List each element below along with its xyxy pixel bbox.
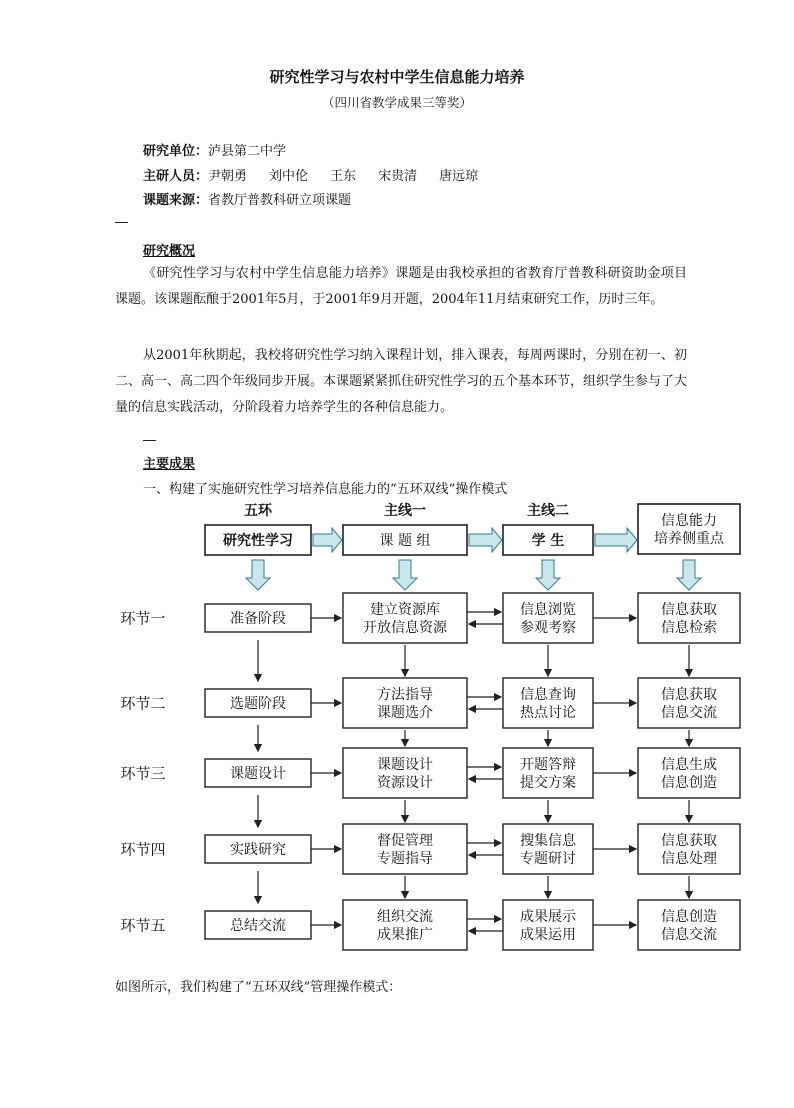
research-unit-line xyxy=(143,140,286,159)
group-box-label: 专题指导 xyxy=(377,851,433,868)
document-title: 研究性学习与农村中学生信息能力培养 xyxy=(269,68,525,86)
block-arrow-right xyxy=(595,528,637,552)
student-box-label: 搜集信息 xyxy=(520,832,576,849)
group-box-label: 督促管理 xyxy=(377,832,433,849)
stage-box-label: 实践研究 xyxy=(230,842,286,859)
focus-box-label: 信息获取 xyxy=(661,601,717,618)
section-heading-results: 主要成果 xyxy=(143,457,196,472)
closing-sentence: 如图所示，我们构建了“五环双线”管理操作模式： xyxy=(115,980,402,995)
focus-box-label: 信息检索 xyxy=(661,620,717,637)
student-box-label: 成果展示 xyxy=(520,908,576,925)
researcher-name: 宋贵清 xyxy=(378,169,418,184)
document-subtitle: （四川省教学成果三等奖） xyxy=(321,95,472,110)
focus-box-label: 信息处理 xyxy=(661,851,717,868)
stage-label: 环节一 xyxy=(120,609,166,628)
focus-box-label: 信息创造 xyxy=(661,775,717,792)
header-box-label: 学 生 xyxy=(531,533,565,550)
header-box-label: 信息能力 xyxy=(661,512,717,529)
researcher-name: 唐远琼 xyxy=(439,169,479,184)
focus-box-label: 信息创造 xyxy=(661,908,717,925)
stage-label: 环节三 xyxy=(120,764,166,783)
researcher-name: 刘中伦 xyxy=(269,169,309,184)
focus-box-label: 信息获取 xyxy=(661,832,717,849)
source-label: 课题来源： xyxy=(143,193,209,208)
unit-value: 泸县第二中学 xyxy=(208,144,287,159)
stage-label: 环节二 xyxy=(120,694,166,713)
student-box-label: 信息浏览 xyxy=(520,601,576,618)
focus-box-label: 信息生成 xyxy=(661,756,717,773)
header-box-label: 课 题 组 xyxy=(379,533,431,550)
section-divider xyxy=(115,222,128,223)
header-box-label: 培养侧重点 xyxy=(654,531,724,548)
block-arrow-down xyxy=(246,560,270,590)
source-value: 省教厅普教科研立项课题 xyxy=(208,193,352,208)
researcher-name: 王东 xyxy=(330,169,357,184)
group-box-label: 课题选介 xyxy=(377,705,433,722)
student-box-label: 成果运用 xyxy=(520,927,576,944)
section-heading-overview: 研究概况 xyxy=(143,244,196,259)
stage-label: 环节五 xyxy=(120,916,166,935)
student-box-label: 专题研讨 xyxy=(520,851,576,868)
focus-box-label: 信息获取 xyxy=(661,686,717,703)
stage-box-label: 选题阶段 xyxy=(230,696,286,713)
stage-label: 环节四 xyxy=(120,840,166,859)
group-box-label: 开放信息资源 xyxy=(363,620,447,637)
student-box-label: 参观考察 xyxy=(520,620,576,637)
focus-box-label: 信息交流 xyxy=(661,705,717,722)
unit-label: 研究单位： xyxy=(143,144,209,159)
stage-box-label: 准备阶段 xyxy=(230,611,286,628)
focus-box-label: 信息交流 xyxy=(661,927,717,944)
researchers-line xyxy=(143,165,478,184)
student-box-label: 信息查询 xyxy=(520,686,576,703)
researchers-label: 主研人员： xyxy=(143,169,209,184)
header-top-label: 主线二 xyxy=(527,503,569,520)
student-box-label: 热点讨论 xyxy=(520,705,576,722)
stage-box-label: 课题设计 xyxy=(230,766,286,783)
researcher-name: 尹朝勇 xyxy=(208,169,248,184)
stage-box-label: 总结交流 xyxy=(230,918,286,935)
overview-paragraph-1: 《研究性学习与农村中学生信息能力培养》课题是由我校承担的省教育厅普教科研资助金项目课题。该课题酝酿于2001年5月，于2001年9月开题，2004年11月结束研究工作，历时三年。 xyxy=(115,266,687,307)
group-box-label: 方法指导 xyxy=(377,686,433,703)
block-arrow-down xyxy=(536,560,560,590)
overview-paragraph-2: 从2001年秋期起，我校将研究性学习纳入课程计划，排入课表，每周两课时，分别在初一、初二、高一、高二四个年级同步开展。本课题紧紧抓住研究性学习的五个基本环节，组织学生参与了大量的信息实践活动，分阶段着力培养学生的各种信息能力。 xyxy=(115,348,688,415)
block-arrow-right xyxy=(313,528,342,552)
group-box-label: 课题设计 xyxy=(377,756,433,773)
group-box-label: 建立资源库 xyxy=(370,601,440,618)
group-box-label: 成果推广 xyxy=(377,927,433,944)
student-box-label: 开题答辩 xyxy=(520,756,576,773)
results-item-1: 一、构建了实施研究性学习培养信息能力的“五环双线”操作模式 xyxy=(143,482,508,497)
section-divider xyxy=(143,440,156,441)
header-box-label: 研究性学习 xyxy=(223,533,293,550)
source-line xyxy=(143,189,351,208)
block-arrow-down xyxy=(677,560,701,590)
header-top-label: 五环 xyxy=(244,503,272,520)
block-arrow-down xyxy=(393,560,417,590)
block-arrow-right xyxy=(469,528,502,552)
student-box-label: 提交方案 xyxy=(520,775,576,792)
header-top-label: 主线一 xyxy=(384,503,426,520)
group-box-label: 资源设计 xyxy=(377,775,433,792)
group-box-label: 组织交流 xyxy=(377,908,433,925)
five-ring-two-line-diagram xyxy=(115,498,755,958)
